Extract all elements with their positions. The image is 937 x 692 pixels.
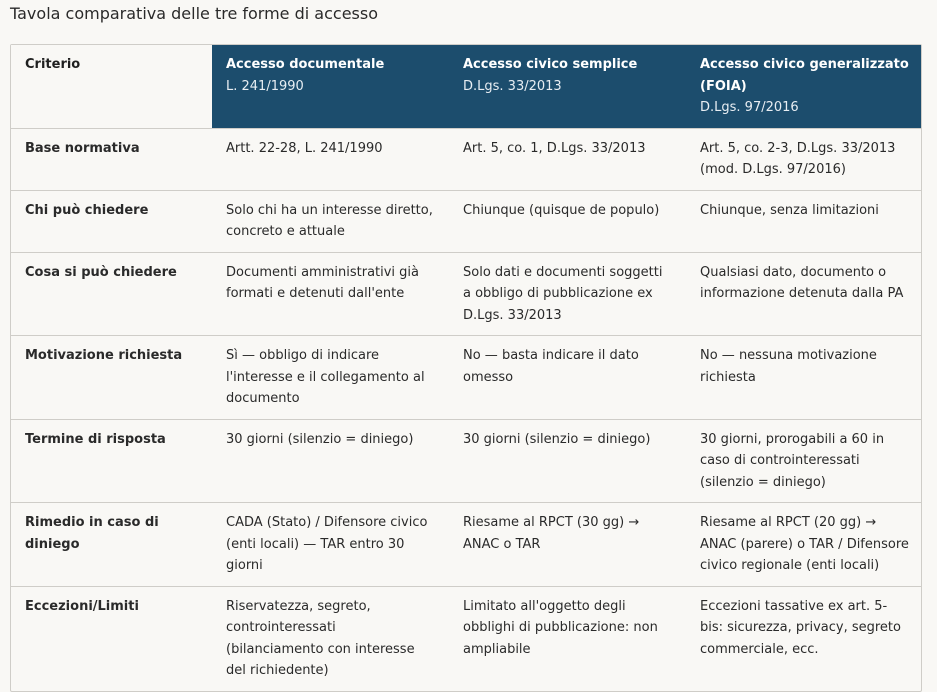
header-col-law: D.Lgs. 97/2016 bbox=[700, 100, 799, 115]
header-col-documentale bbox=[212, 45, 449, 128]
row-criterion: Chi può chiedere bbox=[25, 202, 149, 218]
table-cell: Solo dati e documenti soggetti a obbligo di pubblicazione ex D.Lgs. 33/2013 bbox=[463, 264, 663, 323]
table-cell: Art. 5, co. 2-3, D.Lgs. 33/2013 (mod. D.Lgs. 97/2016) bbox=[700, 140, 896, 177]
table-cell: Qualsiasi dato, documento o informazione detenuta dalla PA bbox=[700, 264, 904, 301]
table-cell: Art. 5, co. 1, D.Lgs. 33/2013 bbox=[463, 140, 646, 156]
header-criterion: Criterio bbox=[11, 45, 212, 128]
table-cell: Solo chi ha un interesse diretto, concreto e attuale bbox=[226, 202, 433, 239]
table-cell: 30 giorni (silenzio = diniego) bbox=[463, 431, 651, 447]
table-cell: 30 giorni (silenzio = diniego) bbox=[226, 431, 414, 447]
table-cell: Limitato all'oggetto degli obblighi di pubblicazione: non ampliabile bbox=[463, 598, 658, 657]
table-cell: Chiunque, senza limitazioni bbox=[700, 202, 879, 218]
header-col-name: Accesso documentale bbox=[226, 57, 385, 72]
row-criterion: Cosa si può chiedere bbox=[25, 264, 177, 280]
header-col-law: D.Lgs. 33/2013 bbox=[463, 78, 562, 94]
table-body bbox=[11, 128, 921, 691]
table-cell: CADA (Stato) / Difensore civico (enti locali) — TAR entro 30 giorni bbox=[226, 515, 428, 573]
table-cell: Documenti amministrativi già formati e detenuti dall'ente bbox=[226, 264, 420, 301]
page-title: Tavola comparativa delle tre forme di accesso bbox=[10, 4, 378, 23]
row-criterion: Motivazione richiesta bbox=[25, 348, 183, 363]
table-row bbox=[11, 252, 921, 336]
table-row bbox=[11, 336, 921, 420]
table-cell: Riesame al RPCT (20 gg) → ANAC (parere) o TAR / Difensore civico regionale (enti locali) bbox=[700, 515, 909, 573]
comparison-table-container bbox=[10, 44, 922, 692]
table-row bbox=[11, 190, 921, 252]
row-criterion: Termine di risposta bbox=[25, 431, 166, 447]
table-cell: Riservatezza, segreto, controinteressati (bilanciamento con interesse del richiedente) bbox=[226, 598, 415, 678]
header-col-name: Accesso civico generalizzato (FOIA) bbox=[700, 57, 909, 94]
header-col-name: Accesso civico semplice bbox=[463, 57, 638, 72]
comparison-table bbox=[11, 45, 921, 691]
table-cell: Chiunque (quisque de populo) bbox=[463, 202, 660, 218]
header-col-law: L. 241/1990 bbox=[226, 78, 304, 94]
header-col-civico-generalizzato bbox=[686, 45, 921, 128]
table-cell: No — nessuna motivazione richiesta bbox=[700, 348, 877, 385]
header-row bbox=[11, 45, 921, 128]
table-cell: No — basta indicare il dato omesso bbox=[463, 348, 639, 385]
table-cell: Sì — obbligo di indicare l'interesse e il collegamento al documento bbox=[226, 348, 425, 406]
row-criterion: Rimedio in caso di diniego bbox=[25, 515, 159, 552]
header-col-civico-semplice bbox=[449, 45, 686, 128]
table-cell: 30 giorni, prorogabili a 60 in caso di controinteressati (silenzio = diniego) bbox=[700, 431, 885, 490]
table-row bbox=[11, 503, 921, 587]
row-criterion: Eccezioni/Limiti bbox=[25, 598, 139, 614]
table-cell: Eccezioni tassative ex art. 5-bis: sicurezza, privacy, segreto commerciale, ecc. bbox=[700, 598, 901, 657]
table-row bbox=[11, 419, 921, 503]
table-cell: Riesame al RPCT (30 gg) → ANAC o TAR bbox=[463, 515, 640, 552]
table-header bbox=[11, 45, 921, 128]
row-criterion: Base normativa bbox=[25, 140, 140, 156]
table-row bbox=[11, 586, 921, 691]
table-row bbox=[11, 128, 921, 190]
table-cell: Artt. 22-28, L. 241/1990 bbox=[226, 140, 383, 156]
